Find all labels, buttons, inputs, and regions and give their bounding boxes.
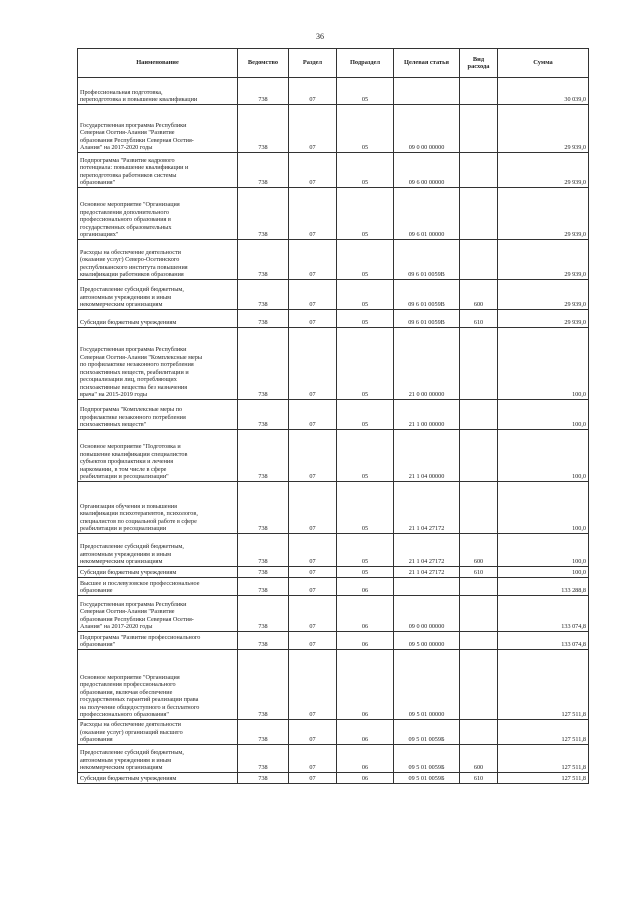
table-row: [78, 310, 589, 328]
cell-subsection: 05: [337, 400, 394, 430]
cell-name: Основное мероприятие "Организация предоставления дополнительного профессионального образования в государственных образовательных организациях": [78, 188, 238, 240]
cell-expense-type: 600: [460, 745, 498, 773]
cell-subsection: 05: [337, 240, 394, 280]
cell-target-article: 09 6 01 0059В: [394, 310, 460, 328]
cell-amount: 133 288,8: [498, 578, 589, 596]
cell-section: 07: [289, 596, 337, 632]
cell-amount: 100,0: [498, 328, 589, 400]
cell-section: 07: [289, 328, 337, 400]
cell-amount: 30 039,0: [498, 78, 589, 105]
cell-subsection: 05: [337, 153, 394, 188]
cell-expense-type: [460, 482, 498, 534]
cell-name: Расходы на обеспечение деятельности (оказание услуг) Северо-Осетинского республиканского института повышения квалификации работников образования: [78, 240, 238, 280]
cell-name: Субсидии бюджетным учреждениям: [78, 310, 238, 328]
table-row: [78, 430, 589, 482]
cell-section: 07: [289, 773, 337, 784]
cell-target-article: 09 0 00 00000: [394, 596, 460, 632]
cell-expense-type: 600: [460, 280, 498, 310]
cell-name: Профессиональная подготовка, переподготовка и повышение квалификации: [78, 78, 238, 105]
table-row: [78, 632, 589, 650]
cell-target-article: 09 6 01 0059В: [394, 240, 460, 280]
cell-department: 738: [238, 400, 289, 430]
cell-subsection: 05: [337, 310, 394, 328]
cell-target-article: 21 1 04 27172: [394, 567, 460, 578]
cell-name: Подпрограмма "Развитие кадрового потенциала: повышение квалификации и переподготовка работников системы образования": [78, 153, 238, 188]
cell-name: Предоставление субсидий бюджетным, автономным учреждениям и иным некоммерческим организациям: [78, 745, 238, 773]
cell-expense-type: 610: [460, 773, 498, 784]
cell-amount: 133 074,8: [498, 596, 589, 632]
table-row: [78, 534, 589, 567]
cell-name: Высшее и послевузовское профессиональное образование: [78, 578, 238, 596]
cell-name: Основное мероприятие "Подготовка и повышение квалификации специалистов субъектов профилактики и лечения наркомании, в том числе в сфере реабилитации и ресоциализации": [78, 430, 238, 482]
cell-amount: 100,0: [498, 430, 589, 482]
cell-name: Расходы на обеспечение деятельности (оказание услуг) организаций высшего образования: [78, 720, 238, 745]
cell-subsection: 06: [337, 596, 394, 632]
cell-amount: 100,0: [498, 482, 589, 534]
cell-section: 07: [289, 534, 337, 567]
cell-name: Субсидии бюджетным учреждениям: [78, 567, 238, 578]
cell-section: 07: [289, 632, 337, 650]
header-subsection: Подраздел: [337, 49, 394, 78]
table-row: [78, 720, 589, 745]
cell-subsection: 05: [337, 482, 394, 534]
cell-expense-type: [460, 578, 498, 596]
table-row: [78, 400, 589, 430]
cell-target-article: [394, 78, 460, 105]
cell-name: Предоставление субсидий бюджетным, автономным учреждениям и иным некоммерческим организациям: [78, 534, 238, 567]
cell-amount: 29 939,0: [498, 105, 589, 153]
cell-amount: 127 511,8: [498, 745, 589, 773]
cell-target-article: 09 6 01 0059В: [394, 280, 460, 310]
cell-name: Государственная программа Республики Северная Осетия-Алания "Развитие образования Республики Северная Осетия- Алания" на 2017-2020 годы: [78, 105, 238, 153]
cell-expense-type: [460, 650, 498, 720]
cell-expense-type: [460, 328, 498, 400]
cell-expense-type: [460, 240, 498, 280]
cell-name: Организация обучения и повышения квалификации психотерапевтов, психологов, специалистов по социальной работе в сфере реабилитации и ресоциализации: [78, 482, 238, 534]
cell-subsection: 06: [337, 632, 394, 650]
cell-section: 07: [289, 567, 337, 578]
cell-expense-type: [460, 188, 498, 240]
cell-department: 738: [238, 153, 289, 188]
table-row: [78, 188, 589, 240]
cell-target-article: 21 1 04 27172: [394, 482, 460, 534]
cell-expense-type: [460, 430, 498, 482]
cell-target-article: 09 5 01 0059Б: [394, 745, 460, 773]
cell-amount: 29 939,0: [498, 188, 589, 240]
table-row: [78, 105, 589, 153]
cell-target-article: 21 1 00 00000: [394, 400, 460, 430]
cell-subsection: 06: [337, 745, 394, 773]
cell-subsection: 05: [337, 567, 394, 578]
cell-department: 738: [238, 328, 289, 400]
cell-section: 07: [289, 720, 337, 745]
cell-department: 738: [238, 567, 289, 578]
cell-section: 07: [289, 430, 337, 482]
cell-expense-type: [460, 596, 498, 632]
table-row: [78, 578, 589, 596]
cell-section: 07: [289, 745, 337, 773]
table-row: [78, 482, 589, 534]
cell-section: 07: [289, 105, 337, 153]
header-expense-type: Вид расхода: [460, 49, 498, 78]
cell-department: 738: [238, 105, 289, 153]
table-body: [78, 78, 589, 784]
cell-amount: 127 511,8: [498, 720, 589, 745]
cell-expense-type: [460, 105, 498, 153]
cell-amount: 29 939,0: [498, 240, 589, 280]
cell-amount: 29 939,0: [498, 310, 589, 328]
cell-target-article: [394, 578, 460, 596]
cell-expense-type: [460, 153, 498, 188]
cell-section: 07: [289, 153, 337, 188]
cell-name: Предоставление субсидий бюджетным, автономным учреждениям и иным некоммерческим организациям: [78, 280, 238, 310]
cell-amount: 100,0: [498, 400, 589, 430]
header-amount: Сумма: [498, 49, 589, 78]
table-row: [78, 280, 589, 310]
cell-section: 07: [289, 240, 337, 280]
cell-target-article: 09 5 01 00000: [394, 650, 460, 720]
cell-department: 738: [238, 430, 289, 482]
cell-department: 738: [238, 632, 289, 650]
cell-department: 738: [238, 720, 289, 745]
cell-name: Подпрограмма "Развитие профессионального образования": [78, 632, 238, 650]
table-row: [78, 596, 589, 632]
cell-target-article: 09 6 01 00000: [394, 188, 460, 240]
cell-name: Основное мероприятие "Организация предоставления профессионального образования, включая обеспечение государственных гарантий реализации права на получение общедоступного и бесплатного профессионального образования": [78, 650, 238, 720]
table-row: [78, 745, 589, 773]
cell-subsection: 05: [337, 78, 394, 105]
cell-department: 738: [238, 650, 289, 720]
table-header-row: [78, 49, 589, 78]
cell-department: 738: [238, 596, 289, 632]
cell-expense-type: 600: [460, 534, 498, 567]
cell-subsection: 05: [337, 534, 394, 567]
cell-amount: 29 939,0: [498, 153, 589, 188]
cell-section: 07: [289, 78, 337, 105]
cell-name: Подпрограмма "Комплексные меры по профилактике незаконного потребления психоактивных веществ": [78, 400, 238, 430]
cell-department: 738: [238, 188, 289, 240]
cell-expense-type: [460, 632, 498, 650]
table-row: [78, 240, 589, 280]
table-row: [78, 773, 589, 784]
cell-department: 738: [238, 240, 289, 280]
cell-department: 738: [238, 745, 289, 773]
cell-section: 07: [289, 188, 337, 240]
cell-section: 07: [289, 280, 337, 310]
table-row: [78, 153, 589, 188]
cell-department: 738: [238, 310, 289, 328]
cell-department: 738: [238, 280, 289, 310]
header-name: Наименование: [78, 49, 238, 78]
budget-table: [77, 48, 589, 784]
cell-amount: 100,0: [498, 567, 589, 578]
cell-subsection: 06: [337, 578, 394, 596]
cell-department: 738: [238, 534, 289, 567]
cell-expense-type: 610: [460, 310, 498, 328]
cell-target-article: 09 5 01 0059Б: [394, 773, 460, 784]
cell-section: 07: [289, 482, 337, 534]
cell-target-article: 21 1 04 00000: [394, 430, 460, 482]
cell-expense-type: [460, 400, 498, 430]
table-row: [78, 78, 589, 105]
cell-amount: 133 074,8: [498, 632, 589, 650]
cell-amount: 127 511,8: [498, 773, 589, 784]
cell-target-article: 09 5 01 0059Б: [394, 720, 460, 745]
cell-section: 07: [289, 650, 337, 720]
table-row: [78, 328, 589, 400]
cell-target-article: 21 1 04 27172: [394, 534, 460, 567]
cell-expense-type: [460, 720, 498, 745]
table-row: [78, 567, 589, 578]
cell-subsection: 05: [337, 280, 394, 310]
cell-target-article: 21 0 00 00000: [394, 328, 460, 400]
header-target-article: Целевая статья: [394, 49, 460, 78]
cell-section: 07: [289, 310, 337, 328]
cell-expense-type: [460, 78, 498, 105]
cell-amount: 100,0: [498, 534, 589, 567]
table-row: [78, 650, 589, 720]
cell-subsection: 06: [337, 720, 394, 745]
cell-subsection: 06: [337, 773, 394, 784]
cell-target-article: 09 6 00 00000: [394, 153, 460, 188]
cell-department: 738: [238, 578, 289, 596]
cell-expense-type: 610: [460, 567, 498, 578]
cell-subsection: 05: [337, 105, 394, 153]
cell-subsection: 05: [337, 188, 394, 240]
cell-target-article: 09 0 00 00000: [394, 105, 460, 153]
cell-department: 738: [238, 482, 289, 534]
cell-department: 738: [238, 78, 289, 105]
cell-section: 07: [289, 400, 337, 430]
cell-subsection: 05: [337, 430, 394, 482]
cell-name: Государственная программа Республики Северная Осетия-Алания "Комплексные меры по профилактике незаконного потребления психоактивных веществ, реабилитации и ресоциализации лиц, потребляющих психоактивные вещества без назначения врача" на 2015-2019 годы: [78, 328, 238, 400]
cell-amount: 29 939,0: [498, 280, 589, 310]
cell-amount: 127 511,8: [498, 650, 589, 720]
cell-name: Субсидии бюджетным учреждениям: [78, 773, 238, 784]
header-department: Ведомство: [238, 49, 289, 78]
cell-subsection: 05: [337, 328, 394, 400]
page-number: 36: [316, 32, 324, 41]
cell-subsection: 06: [337, 650, 394, 720]
cell-target-article: 09 5 00 00000: [394, 632, 460, 650]
cell-department: 738: [238, 773, 289, 784]
header-section: Раздел: [289, 49, 337, 78]
cell-name: Государственная программа Республики Северная Осетия-Алания "Развитие образования Республики Северная Осетия- Алания" на 2017-2020 годы: [78, 596, 238, 632]
cell-section: 07: [289, 578, 337, 596]
